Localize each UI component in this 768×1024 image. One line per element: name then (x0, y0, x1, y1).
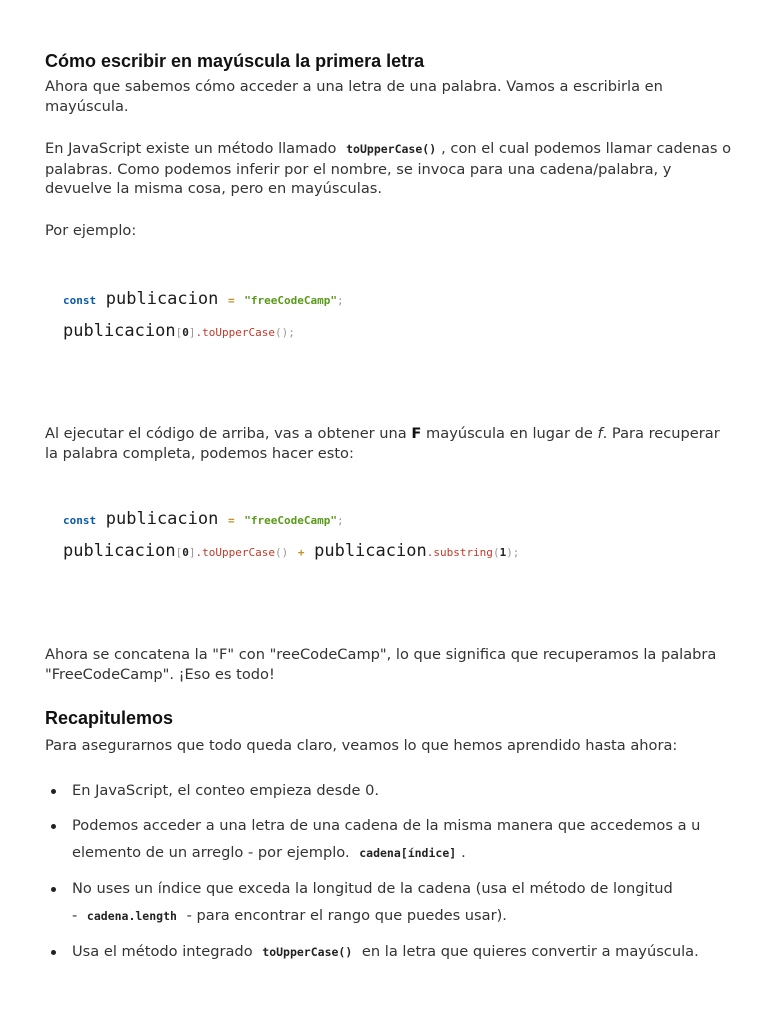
concat-paragraph: Ahora se concatena la "F" con "reeCodeCamp", lo que significa que recuperamos la palabra "FreeCodeCamp". ¡Eso es todo! (45, 646, 717, 683)
bracket-close: ] (188, 546, 196, 559)
string-literal: "freeCodeCamp" (244, 514, 337, 527)
example-label: Por ejemplo: (45, 222, 137, 239)
list-item-text: en la letra que quieres convertir a mayúscula. (361, 943, 699, 960)
inline-code-touppercase: toUpperCase() (262, 945, 353, 959)
list-item-text: No uses un índice que exceda la longitud de la cadena (usa el método de longitud (72, 880, 673, 897)
method-text-after: , con el cual podemos llamar cadenas o palabras. Como podemos inferir por el nombre, se invoca para una cadena/palabra, y devuelve la misma cosa, pero en mayúsculas. (45, 140, 732, 197)
substring-arg: 1 (499, 546, 507, 559)
list-item-text: En JavaScript, el conteo empieza desde 0. (72, 782, 380, 799)
code-block-2-line-1 (63, 509, 344, 529)
string-literal: "freeCodeCamp" (244, 294, 337, 307)
list-item-text: elemento de un arreglo - por ejemplo. (72, 844, 350, 861)
list-item-text: - (72, 907, 78, 924)
inline-code-touppercase: toUpperCase() (346, 142, 437, 156)
assign-operator: = (228, 294, 235, 307)
variable-name: publicacion (105, 289, 219, 309)
list-item-text: - para encontrar el rango que puedes usar). (186, 907, 507, 924)
variable-name-2: publicacion (314, 541, 427, 561)
paren-open: ( (492, 546, 500, 559)
bracket-open: [ (175, 326, 183, 339)
variable-name: publicacion (63, 541, 176, 561)
result-text-after: . Para recuperar la palabra completa, podemos hacer esto: (45, 425, 720, 462)
call-parens: (); (274, 326, 295, 339)
code-block-1-line-2 (63, 321, 295, 341)
list-item-text: . (461, 844, 466, 861)
list-item (45, 777, 735, 804)
section-heading-recap: Recapitulemos (45, 708, 174, 728)
result-text-before: Al ejecutar el código de arriba, vas a obtener una (45, 425, 407, 442)
list-item-text: Podemos acceder a una letra de una cadena de la misma manera que accedemos a u (72, 817, 701, 834)
index-number: 0 (182, 326, 189, 339)
paren-close: ); (506, 546, 520, 559)
variable-name: publicacion (63, 321, 176, 341)
result-text-middle: mayúscula en lugar de (426, 425, 593, 442)
inline-code-cadena-length: cadena.length (86, 909, 177, 923)
code-block-2-line-2 (63, 541, 519, 561)
keyword-const: const (63, 514, 97, 527)
code-block-1-line-1 (63, 289, 344, 309)
bracket-open: [ (175, 546, 183, 559)
recap-intro: Para asegurarnos que todo queda claro, veamos lo que hemos aprendido hasta ahora: (45, 737, 678, 754)
italic-letter-f: f (597, 425, 603, 442)
keyword-const: const (63, 294, 97, 307)
bracket-close: ] (188, 326, 196, 339)
variable-name: publicacion (105, 509, 219, 529)
inline-code-cadena-indice: cadena[índice] (359, 846, 457, 860)
method-touppercase: .toUpperCase (195, 546, 275, 559)
recap-list (45, 777, 735, 966)
method-touppercase: .toUpperCase (195, 326, 275, 339)
call-parens: () (274, 546, 289, 559)
method-paragraph (45, 139, 735, 199)
plus-operator: + (297, 546, 305, 559)
index-number: 0 (182, 546, 189, 559)
method-substring: .substring (426, 546, 493, 559)
intro-paragraph: Ahora que sabemos cómo acceder a una letra de una palabra. Vamos a escribirla en mayúscula. (45, 78, 663, 115)
section-heading-capitalize: Cómo escribir en mayúscula la primera letra (45, 51, 425, 71)
list-item (45, 875, 735, 930)
list-item (45, 938, 735, 966)
list-item-text: Usa el método integrado (72, 943, 253, 960)
semicolon: ; (336, 514, 344, 527)
semicolon: ; (336, 294, 344, 307)
result-paragraph (45, 424, 735, 463)
list-item (45, 812, 735, 867)
bold-letter-f: F (411, 425, 422, 442)
assign-operator: = (228, 514, 235, 527)
method-text-before: En JavaScript existe un método llamado (45, 140, 337, 157)
